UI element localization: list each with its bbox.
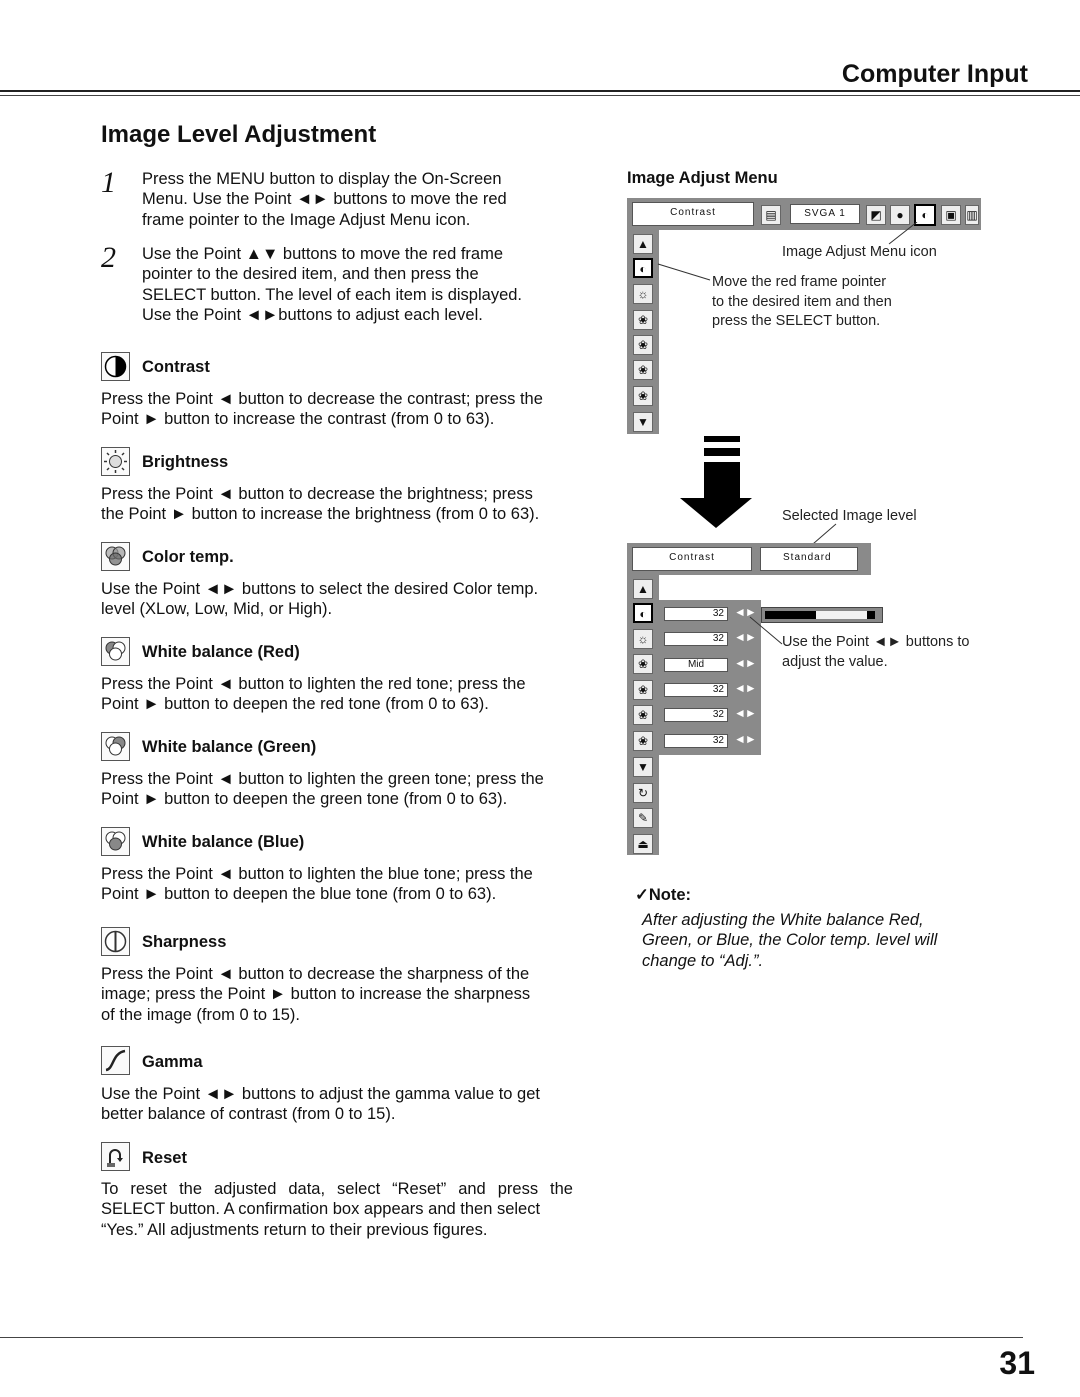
section-title: Gamma bbox=[142, 1053, 203, 1071]
osd2-color-temp-icon[interactable]: ❀ bbox=[633, 654, 653, 674]
section-title: Reset bbox=[142, 1149, 187, 1167]
osd2-wb-red-value: 32 bbox=[664, 683, 728, 697]
osd2-up-arrow-icon[interactable]: ▲ bbox=[633, 579, 653, 599]
header-title: Computer Input bbox=[841, 60, 1028, 88]
white-balance-green-icon bbox=[101, 732, 130, 761]
section-text: Press the Point ◄ button to decrease the sharpness of the image; press the Point ► button to increase the sharpness of the image (from 0 to 15). bbox=[101, 965, 531, 1024]
osd2-brightness-icon[interactable]: ☼ bbox=[633, 629, 653, 649]
section-title: Sharpness bbox=[142, 933, 227, 951]
section-text: Use the Point ◄► buttons to select the desired Color temp. level (XLow, Low, Mid, or High). bbox=[101, 580, 539, 619]
page-number: 31 bbox=[999, 1345, 1035, 1381]
step-number: 2 bbox=[101, 241, 116, 274]
note-label: ✓Note: bbox=[635, 886, 691, 904]
step-text: Press the MENU button to display the On-Screen Menu. Use the Point ◄► buttons to move the red frame pointer to the Image Adjust Menu icon. bbox=[142, 170, 507, 229]
osd2-wb-blue-value: 32 bbox=[664, 734, 728, 748]
osd2-white-balance-red-icon[interactable]: ❀ bbox=[633, 680, 653, 700]
osd2-brightness-value: 32 bbox=[664, 632, 728, 646]
osd-pc-adjust-icon: ◩ bbox=[866, 205, 886, 225]
white-balance-red-icon bbox=[101, 637, 130, 666]
osd-computer-icon: ▤ bbox=[761, 205, 781, 225]
section-title: White balance (Green) bbox=[142, 738, 317, 756]
reset-icon bbox=[101, 1142, 130, 1171]
header-rule bbox=[0, 90, 1080, 92]
osd2-down-arrow-icon[interactable]: ▼ bbox=[633, 757, 653, 777]
osd2-store-icon[interactable]: ✎ bbox=[633, 808, 653, 828]
osd-item-label: Contrast bbox=[632, 202, 754, 226]
osd2-contrast-icon[interactable]: ◐ bbox=[633, 603, 653, 623]
osd2-reset-icon[interactable]: ↻ bbox=[633, 783, 653, 803]
osd2-white-balance-blue-icon[interactable]: ❀ bbox=[633, 731, 653, 751]
section-title: White balance (Red) bbox=[142, 643, 300, 661]
brightness-icon bbox=[101, 447, 130, 476]
section-title: Contrast bbox=[142, 358, 210, 376]
annotation-use-point: Use the Point ◄► buttons to adjust the value. bbox=[782, 634, 970, 670]
osd2-adjust-arrows[interactable]: ◄► bbox=[734, 605, 756, 619]
footer-rule bbox=[0, 1337, 1023, 1338]
header-rule-thin bbox=[0, 95, 1080, 96]
section-title: Color temp. bbox=[142, 548, 234, 566]
section-text: Use the Point ◄► buttons to adjust the gamma value to get better balance of contrast (from 0 to 15). bbox=[101, 1085, 540, 1124]
osd2-adjust-arrows[interactable]: ◄► bbox=[734, 681, 756, 695]
osd-brightness-icon[interactable]: ☼ bbox=[633, 284, 653, 304]
osd2-quit-icon[interactable]: ⏏ bbox=[633, 834, 653, 854]
note-text: After adjusting the White balance Red, Green, or Blue, the Color temp. level will change to “Adj.”. bbox=[642, 911, 938, 970]
osd-white-balance-green-icon[interactable]: ❀ bbox=[633, 360, 653, 380]
osd-image-select-icon: ● bbox=[890, 205, 910, 225]
section-text: Press the Point ◄ button to lighten the green tone; press the Point ► button to deepen the green tone (from 0 to 63). bbox=[101, 770, 544, 809]
osd2-adjust-arrows[interactable]: ◄► bbox=[734, 706, 756, 720]
osd-white-balance-red-icon[interactable]: ❀ bbox=[633, 335, 653, 355]
osd-contrast-icon[interactable]: ◐ bbox=[633, 258, 653, 278]
osd2-adjust-arrows[interactable]: ◄► bbox=[734, 732, 756, 746]
annotation-menu-icon: Image Adjust Menu icon bbox=[782, 244, 937, 260]
osd2-level-label: Standard bbox=[760, 547, 858, 571]
figure-title: Image Adjust Menu bbox=[627, 169, 778, 187]
osd-setting-icon: ▥ bbox=[965, 205, 979, 225]
down-arrow-icon bbox=[678, 436, 754, 530]
osd2-white-balance-green-icon[interactable]: ❀ bbox=[633, 705, 653, 725]
sharpness-icon bbox=[101, 927, 130, 956]
gamma-icon bbox=[101, 1046, 130, 1075]
osd2-item-label: Contrast bbox=[632, 547, 752, 571]
osd2-adjust-arrows[interactable]: ◄► bbox=[734, 656, 756, 670]
section-text: Press the Point ◄ button to decrease the brightness; press the Point ► button to increase the brightness (from 0 to 63). bbox=[101, 485, 540, 524]
contrast-icon bbox=[101, 352, 130, 381]
osd-source-label: SVGA 1 bbox=[790, 204, 860, 224]
annotation-move-pointer: Move the red frame pointer to the desired item and then press the SELECT button. bbox=[712, 274, 892, 329]
color-temp-icon bbox=[101, 542, 130, 571]
osd-color-temp-icon[interactable]: ❀ bbox=[633, 310, 653, 330]
section-title: White balance (Blue) bbox=[142, 833, 305, 851]
osd2-contrast-value: 32 bbox=[664, 607, 728, 621]
slider-fill bbox=[816, 611, 867, 619]
section-text: Press the Point ◄ button to lighten the red tone; press the Point ► button to deepen the red tone (from 0 to 63). bbox=[101, 675, 526, 714]
step-text: Use the Point ▲▼ buttons to move the red frame pointer to the desired item, and then press the SELECT button. The level of each item is displayed. Use the Point ◄►buttons to adjust each level. bbox=[142, 245, 523, 325]
section-title: Brightness bbox=[142, 453, 229, 471]
section-text: To reset the adjusted data, select “Reset” and press the SELECT button. A confirmation box appears and then select “Yes.” All adjustments return to their previous figures. bbox=[101, 1180, 573, 1239]
osd2-adjust-arrows[interactable]: ◄► bbox=[734, 630, 756, 644]
osd-screen-icon: ▣ bbox=[941, 205, 961, 225]
page-title: Image Level Adjustment bbox=[101, 121, 377, 148]
osd-up-arrow-icon[interactable]: ▲ bbox=[633, 234, 653, 254]
osd2-color-temp-value: Mid bbox=[664, 658, 728, 672]
annotation-selected-level: Selected Image level bbox=[782, 508, 917, 524]
osd-white-balance-blue-icon[interactable]: ❀ bbox=[633, 386, 653, 406]
step-number: 1 bbox=[101, 166, 116, 199]
section-text: Press the Point ◄ button to decrease the contrast; press the Point ► button to increase the contrast (from 0 to 63). bbox=[101, 390, 543, 429]
osd-down-arrow-icon[interactable]: ▼ bbox=[633, 412, 653, 432]
image-adjust-menu-icon[interactable]: ◐ bbox=[914, 204, 936, 226]
osd2-wb-green-value: 32 bbox=[664, 708, 728, 722]
white-balance-blue-icon bbox=[101, 827, 130, 856]
section-text: Press the Point ◄ button to lighten the blue tone; press the Point ► button to deepen the blue tone (from 0 to 63). bbox=[101, 865, 533, 904]
